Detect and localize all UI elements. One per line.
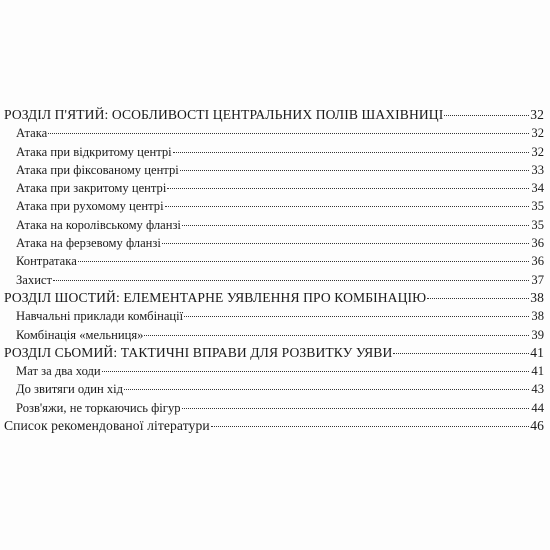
dot-leader [102, 359, 529, 372]
toc-entry-title: Атака при рухомому центрі [16, 199, 164, 214]
toc-chapter-entry [4, 417, 544, 435]
dot-leader [124, 377, 529, 390]
toc-entry-title: РОЗДІЛ П'ЯТИЙ: ОСОБЛИВОСТІ ЦЕНТРАЛЬНИХ ПОЛІВ ШАХІВНИЦІ [4, 107, 444, 122]
toc-entry-title: До звитяги один хід [16, 382, 124, 397]
toc-entry-title: Атака [16, 126, 48, 141]
dot-leader [165, 194, 529, 207]
toc-page-number: 37 [531, 272, 544, 287]
toc-entry-title: Захист [16, 272, 53, 287]
toc-entry-title: Контратака [16, 254, 77, 269]
toc-entry-title: Атака при відкритому центрі [16, 144, 172, 159]
toc-page-number: 46 [530, 418, 544, 434]
dot-leader [144, 323, 529, 336]
dot-leader [182, 213, 529, 226]
dot-leader [182, 396, 529, 409]
toc-page-number: 32 [530, 107, 544, 122]
dot-leader [211, 414, 529, 427]
toc-page-number: 41 [530, 344, 544, 360]
toc-page-number: 33 [531, 162, 544, 177]
dot-leader [184, 304, 529, 317]
toc-page-number: 35 [531, 199, 544, 214]
toc-page-number: 32 [531, 126, 544, 141]
dot-leader [427, 286, 529, 299]
dot-leader [173, 140, 529, 153]
dot-leader [48, 121, 529, 134]
toc-entry-title: РОЗДІЛ ШОСТИЙ: ЕЛЕМЕНТАРНЕ УЯВЛЕННЯ ПРО КОМБІНАЦІЮ [4, 289, 427, 305]
dot-leader [53, 268, 529, 281]
toc-page-number: 38 [530, 289, 544, 305]
dot-leader [162, 231, 529, 244]
toc-entry-title: Мат за два ходи [16, 364, 101, 379]
table-of-contents [4, 106, 544, 435]
dot-leader [167, 176, 529, 189]
toc-page-number: 34 [531, 181, 544, 196]
dot-leader [78, 249, 529, 262]
toc-entry-title: Атака на королівському фланзі [16, 217, 181, 232]
toc-entry-title: Атака на ферзевому фланзі [16, 236, 161, 251]
dot-leader [444, 103, 529, 116]
dot-leader [393, 341, 529, 354]
toc-entry-title: Атака при закритому центрі [16, 181, 167, 196]
dot-leader [180, 158, 529, 171]
toc-page-number: 32 [531, 144, 544, 159]
toc-entry-title: Розв'яжи, не торкаючись фігур [16, 400, 181, 415]
toc-entry-title: Комбінація «мельниця» [16, 327, 144, 342]
toc-page-number: 41 [531, 364, 544, 379]
toc-page-number: 36 [531, 254, 544, 269]
toc-page-number: 35 [531, 217, 544, 232]
toc-entry-title: Список рекомендованої літератури [4, 418, 210, 434]
toc-page-number: 38 [531, 309, 544, 324]
toc-page-number: 36 [531, 236, 544, 251]
toc-page-number: 43 [531, 382, 544, 397]
toc-entry-title: РОЗДІЛ СЬОМИЙ: ТАКТИЧНІ ВПРАВИ ДЛЯ РОЗВИТКУ УЯВИ [4, 344, 393, 360]
toc-page-number: 39 [531, 327, 544, 342]
toc-page-number: 44 [531, 400, 544, 415]
toc-entry-title: Навчальні приклади комбінації [16, 309, 184, 324]
toc-entry-title: Атака при фіксованому центрі [16, 162, 179, 177]
